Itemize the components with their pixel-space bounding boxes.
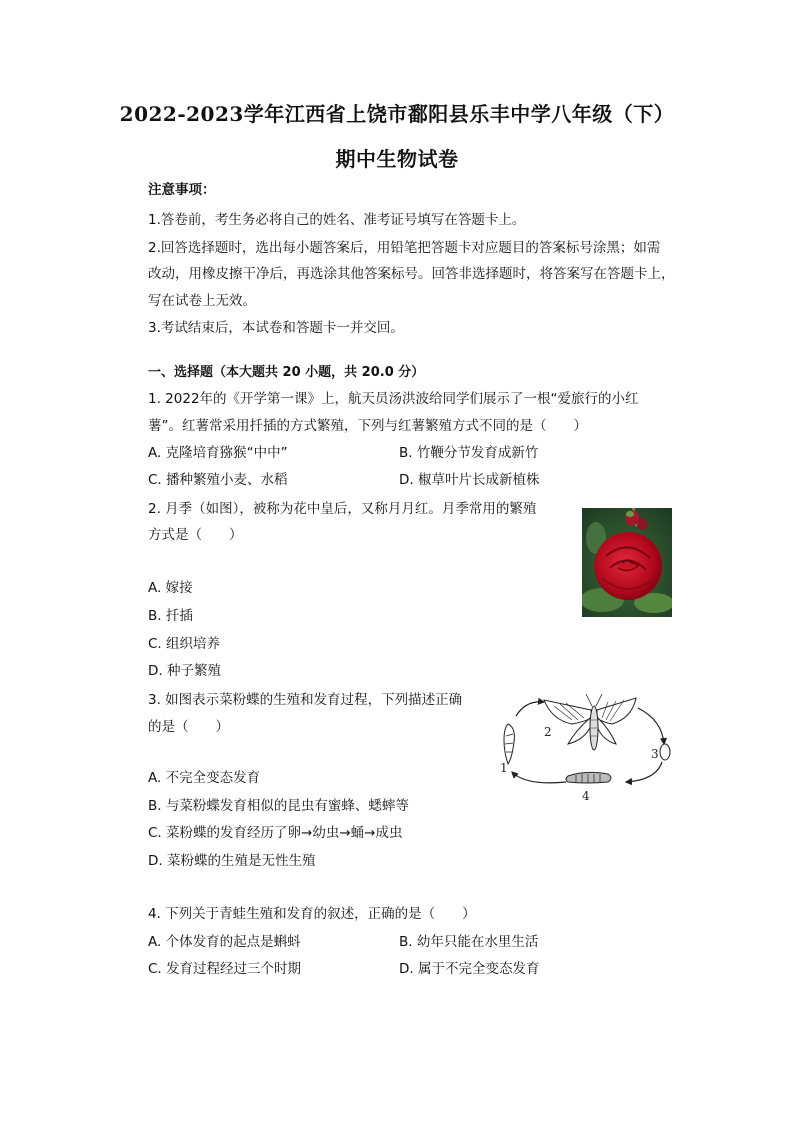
larva-stage <box>566 772 611 783</box>
q1-option-d: D. 椒草叶片长成新植株 <box>399 472 540 488</box>
butterfly-life-cycle-diagram <box>496 690 672 802</box>
q3-option-c: C. 菜粉蝶的发育经历了卵→幼虫→蛹→成虫 <box>148 825 403 841</box>
diagram-label-3: 3 <box>651 747 659 761</box>
q1-option-a: A. 克隆培育猕猴“中中” <box>148 445 288 461</box>
section-heading: 一、选择题（本大题共 20 小题，共 20.0 分） <box>148 365 425 380</box>
egg-stage <box>660 744 670 760</box>
arrow-larva-to-pupa <box>512 772 566 783</box>
q3-stem-line-2: 的是（ ） <box>148 719 229 735</box>
q2-stem-line-2: 方式是（ ） <box>148 527 243 543</box>
q4-stem-line-1: 4. 下列关于青蛙生殖和发育的叙述，正确的是（ ） <box>148 906 476 922</box>
diagram-label-4: 4 <box>582 789 590 802</box>
q1-option-c: C. 播种繁殖小麦、水稻 <box>148 472 288 488</box>
rose-picture <box>582 508 672 617</box>
q1-stem-line-2: 薯”。红薯常采用扦插的方式繁殖，下列与红薯繁殖方式不同的是（ ） <box>148 418 587 434</box>
q3-option-b: B. 与菜粉蝶发育相似的昆虫有蜜蜂、蟋蟀等 <box>148 798 409 814</box>
q2-option-b: B. 扦插 <box>148 608 193 624</box>
q2-option-a: A. 嫁接 <box>148 580 193 596</box>
exam-title: 2022-2023学年江西省上饶市鄱阳县乐丰中学八年级（下） <box>119 102 675 126</box>
q4-option-a: A. 个体发育的起点是蝌蚪 <box>148 934 301 950</box>
notice-heading: 注意事项： <box>148 182 216 198</box>
diagram-label-2: 2 <box>544 725 552 739</box>
q4-option-d: D. 属于不完全变态发育 <box>399 961 540 977</box>
pupa-stage <box>504 724 514 764</box>
q1-stem-line-1: 1. 2022年的《开学第一课》上，航天员汤洪波给同学们展示了一根“爱旅行的小红 <box>148 391 639 407</box>
adult-butterfly <box>544 694 636 750</box>
q3-stem-line-1: 3. 如图表示菜粉蝶的生殖和发育过程，下列描述正确 <box>148 692 463 708</box>
arrow-adult-to-egg <box>638 708 664 744</box>
notice-item-2-line-2: 改动，用橡皮擦干净后，再选涂其他答案标号。回答非选择题时，将答案写在答题卡上， <box>148 266 675 282</box>
notice-item-2-line-3: 写在试卷上无效。 <box>148 293 256 309</box>
q3-option-a: A. 不完全变态发育 <box>148 770 261 786</box>
diagram-label-1: 1 <box>500 761 508 775</box>
notice-item-1: 1.答卷前，考生务必将自己的姓名、准考证号填写在答题卡上。 <box>148 212 526 228</box>
q1-option-b: B. 竹鞭分节发育成新竹 <box>399 445 539 461</box>
arrow-pupa-to-adult <box>516 702 544 716</box>
notice-item-2-line-1: 2.回答选择题时，选出每小题答案后，用铅笔把答题卡对应题目的答案标号涂黑；如需 <box>148 240 661 256</box>
notice-item-3: 3.考试结束后，本试卷和答题卡一并交回。 <box>148 320 404 336</box>
q2-option-d: D. 种子繁殖 <box>148 663 221 679</box>
q4-option-c: C. 发育过程经过三个时期 <box>148 961 302 977</box>
q2-option-c: C. 组织培养 <box>148 636 221 652</box>
q3-option-d: D. 菜粉蝶的生殖是无性生殖 <box>148 853 316 869</box>
q4-option-b: B. 幼年只能在水里生活 <box>399 934 539 950</box>
q2-stem-line-1: 2. 月季（如图），被称为花中皇后，又称月月红。月季常用的繁殖 <box>148 501 537 517</box>
exam-subtitle: 期中生物试卷 <box>335 147 459 171</box>
arrow-egg-to-larva <box>626 762 662 782</box>
